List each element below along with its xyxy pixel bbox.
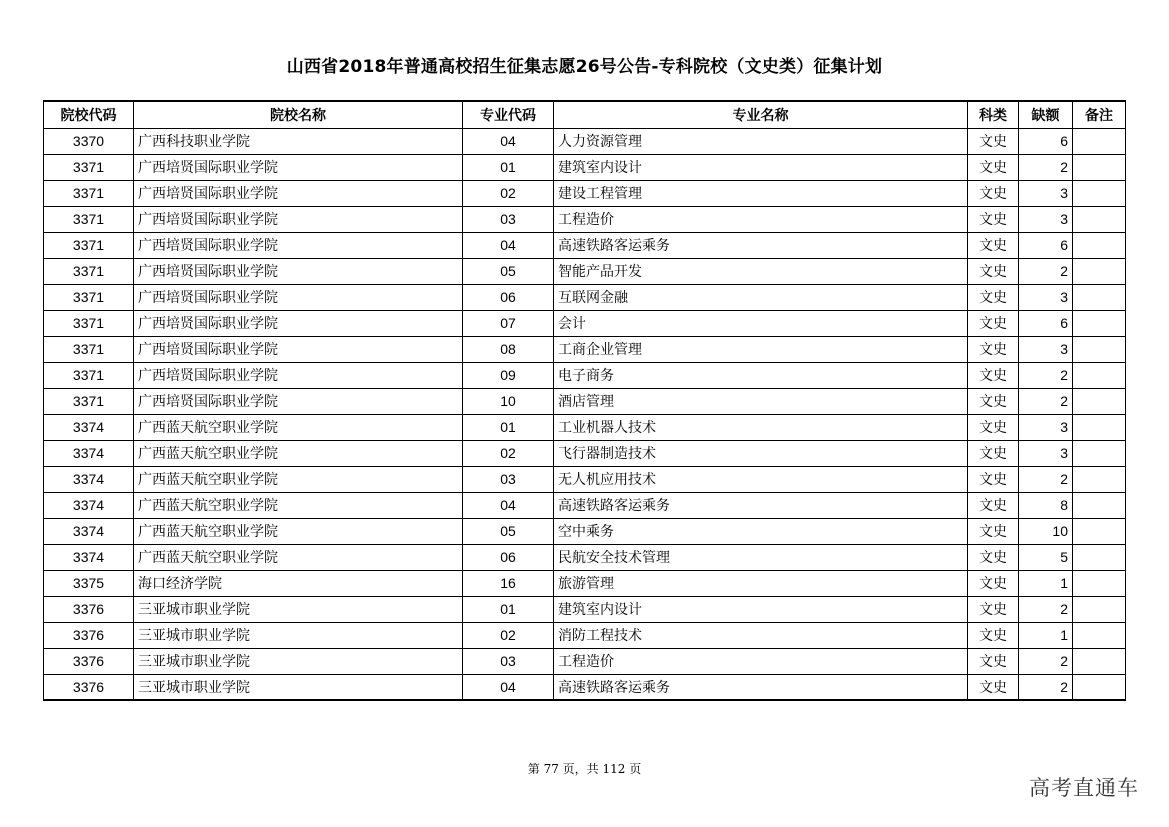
school-name-cell: 广西科技职业学院 <box>134 128 463 154</box>
school-name-cell: 广西培贤国际职业学院 <box>134 388 463 414</box>
enrollment-plan-table <box>43 100 1126 701</box>
table-row <box>44 674 1126 700</box>
table-row <box>44 570 1126 596</box>
school-name-cell: 广西培贤国际职业学院 <box>134 154 463 180</box>
category-cell: 文史 <box>968 128 1019 154</box>
major-name-cell: 智能产品开发 <box>554 258 968 284</box>
vacancy-cell: 2 <box>1019 154 1073 180</box>
school-code-cell: 3371 <box>44 206 134 232</box>
major-code-cell: 02 <box>463 622 554 648</box>
major-code-cell: 02 <box>463 180 554 206</box>
table-row <box>44 258 1126 284</box>
header-major-name: 专业名称 <box>554 101 968 128</box>
table-row <box>44 128 1126 154</box>
table-row <box>44 518 1126 544</box>
table-row <box>44 596 1126 622</box>
major-code-cell: 06 <box>463 544 554 570</box>
header-school-code: 院校代码 <box>44 101 134 128</box>
school-name-cell: 广西培贤国际职业学院 <box>134 258 463 284</box>
table-row <box>44 206 1126 232</box>
vacancy-cell: 3 <box>1019 284 1073 310</box>
school-code-cell: 3371 <box>44 362 134 388</box>
table-row <box>44 362 1126 388</box>
major-name-cell: 民航安全技术管理 <box>554 544 968 570</box>
school-code-cell: 3374 <box>44 544 134 570</box>
vacancy-cell: 3 <box>1019 414 1073 440</box>
vacancy-cell: 8 <box>1019 492 1073 518</box>
category-cell: 文史 <box>968 492 1019 518</box>
watermark-logo: 高考直通车 <box>1029 776 1139 800</box>
remarks-cell <box>1073 596 1126 622</box>
school-code-cell: 3374 <box>44 492 134 518</box>
category-cell: 文史 <box>968 154 1019 180</box>
school-name-cell: 广西培贤国际职业学院 <box>134 180 463 206</box>
category-cell: 文史 <box>968 310 1019 336</box>
category-cell: 文史 <box>968 440 1019 466</box>
remarks-cell <box>1073 388 1126 414</box>
major-name-cell: 会计 <box>554 310 968 336</box>
table-row <box>44 414 1126 440</box>
school-name-cell: 广西培贤国际职业学院 <box>134 206 463 232</box>
school-name-cell: 三亚城市职业学院 <box>134 648 463 674</box>
remarks-cell <box>1073 310 1126 336</box>
remarks-cell <box>1073 128 1126 154</box>
table-header-row <box>44 101 1126 128</box>
page-footer: 第 77 页，共 112 页 <box>527 762 642 776</box>
major-name-cell: 高速铁路客运乘务 <box>554 232 968 258</box>
school-code-cell: 3371 <box>44 180 134 206</box>
table-row <box>44 492 1126 518</box>
category-cell: 文史 <box>968 622 1019 648</box>
school-code-cell: 3371 <box>44 284 134 310</box>
vacancy-cell: 1 <box>1019 570 1073 596</box>
major-name-cell: 建筑室内设计 <box>554 596 968 622</box>
major-code-cell: 04 <box>463 492 554 518</box>
major-name-cell: 空中乘务 <box>554 518 968 544</box>
major-name-cell: 电子商务 <box>554 362 968 388</box>
category-cell: 文史 <box>968 284 1019 310</box>
school-name-cell: 三亚城市职业学院 <box>134 674 463 700</box>
vacancy-cell: 3 <box>1019 440 1073 466</box>
school-name-cell: 广西蓝天航空职业学院 <box>134 414 463 440</box>
remarks-cell <box>1073 232 1126 258</box>
remarks-cell <box>1073 440 1126 466</box>
major-code-cell: 08 <box>463 336 554 362</box>
remarks-cell <box>1073 544 1126 570</box>
category-cell: 文史 <box>968 336 1019 362</box>
vacancy-cell: 2 <box>1019 388 1073 414</box>
major-code-cell: 04 <box>463 232 554 258</box>
major-code-cell: 01 <box>463 154 554 180</box>
school-name-cell: 广西蓝天航空职业学院 <box>134 544 463 570</box>
table-row <box>44 336 1126 362</box>
school-code-cell: 3376 <box>44 622 134 648</box>
category-cell: 文史 <box>968 206 1019 232</box>
remarks-cell <box>1073 180 1126 206</box>
vacancy-cell: 1 <box>1019 622 1073 648</box>
remarks-cell <box>1073 154 1126 180</box>
header-vacancy: 缺额 <box>1019 101 1073 128</box>
school-name-cell: 广西培贤国际职业学院 <box>134 336 463 362</box>
major-code-cell: 04 <box>463 128 554 154</box>
school-code-cell: 3376 <box>44 648 134 674</box>
major-code-cell: 05 <box>463 518 554 544</box>
remarks-cell <box>1073 414 1126 440</box>
vacancy-cell: 2 <box>1019 362 1073 388</box>
remarks-cell <box>1073 466 1126 492</box>
school-name-cell: 三亚城市职业学院 <box>134 622 463 648</box>
school-code-cell: 3376 <box>44 674 134 700</box>
school-code-cell: 3370 <box>44 128 134 154</box>
category-cell: 文史 <box>968 648 1019 674</box>
school-code-cell: 3375 <box>44 570 134 596</box>
remarks-cell <box>1073 570 1126 596</box>
school-name-cell: 广西培贤国际职业学院 <box>134 310 463 336</box>
major-name-cell: 工商企业管理 <box>554 336 968 362</box>
table-row <box>44 544 1126 570</box>
major-code-cell: 06 <box>463 284 554 310</box>
school-code-cell: 3371 <box>44 232 134 258</box>
major-name-cell: 旅游管理 <box>554 570 968 596</box>
category-cell: 文史 <box>968 232 1019 258</box>
school-name-cell: 广西培贤国际职业学院 <box>134 362 463 388</box>
remarks-cell <box>1073 362 1126 388</box>
table-row <box>44 440 1126 466</box>
school-code-cell: 3374 <box>44 414 134 440</box>
category-cell: 文史 <box>968 466 1019 492</box>
major-name-cell: 高速铁路客运乘务 <box>554 674 968 700</box>
school-code-cell: 3371 <box>44 258 134 284</box>
vacancy-cell: 3 <box>1019 180 1073 206</box>
major-code-cell: 04 <box>463 674 554 700</box>
table-row <box>44 310 1126 336</box>
major-code-cell: 02 <box>463 440 554 466</box>
vacancy-cell: 2 <box>1019 466 1073 492</box>
table-row <box>44 180 1126 206</box>
major-code-cell: 10 <box>463 388 554 414</box>
remarks-cell <box>1073 284 1126 310</box>
category-cell: 文史 <box>968 388 1019 414</box>
major-name-cell: 消防工程技术 <box>554 622 968 648</box>
category-cell: 文史 <box>968 414 1019 440</box>
school-name-cell: 广西蓝天航空职业学院 <box>134 466 463 492</box>
vacancy-cell: 3 <box>1019 206 1073 232</box>
vacancy-cell: 2 <box>1019 596 1073 622</box>
remarks-cell <box>1073 648 1126 674</box>
school-name-cell: 海口经济学院 <box>134 570 463 596</box>
header-major-code: 专业代码 <box>463 101 554 128</box>
school-name-cell: 广西蓝天航空职业学院 <box>134 518 463 544</box>
vacancy-cell: 2 <box>1019 648 1073 674</box>
major-code-cell: 03 <box>463 466 554 492</box>
major-name-cell: 无人机应用技术 <box>554 466 968 492</box>
major-name-cell: 工业机器人技术 <box>554 414 968 440</box>
remarks-cell <box>1073 492 1126 518</box>
school-name-cell: 三亚城市职业学院 <box>134 596 463 622</box>
major-code-cell: 16 <box>463 570 554 596</box>
school-code-cell: 3374 <box>44 440 134 466</box>
major-name-cell: 酒店管理 <box>554 388 968 414</box>
vacancy-cell: 6 <box>1019 128 1073 154</box>
category-cell: 文史 <box>968 362 1019 388</box>
category-cell: 文史 <box>968 544 1019 570</box>
major-name-cell: 高速铁路客运乘务 <box>554 492 968 518</box>
school-code-cell: 3374 <box>44 466 134 492</box>
category-cell: 文史 <box>968 180 1019 206</box>
remarks-cell <box>1073 518 1126 544</box>
remarks-cell <box>1073 206 1126 232</box>
school-code-cell: 3371 <box>44 336 134 362</box>
vacancy-cell: 6 <box>1019 232 1073 258</box>
school-code-cell: 3371 <box>44 310 134 336</box>
remarks-cell <box>1073 674 1126 700</box>
vacancy-cell: 6 <box>1019 310 1073 336</box>
major-code-cell: 05 <box>463 258 554 284</box>
vacancy-cell: 5 <box>1019 544 1073 570</box>
major-name-cell: 建设工程管理 <box>554 180 968 206</box>
table-row <box>44 466 1126 492</box>
table-row <box>44 388 1126 414</box>
school-code-cell: 3371 <box>44 388 134 414</box>
major-code-cell: 03 <box>463 648 554 674</box>
major-name-cell: 工程造价 <box>554 648 968 674</box>
category-cell: 文史 <box>968 258 1019 284</box>
table-row <box>44 154 1126 180</box>
remarks-cell <box>1073 336 1126 362</box>
vacancy-cell: 2 <box>1019 258 1073 284</box>
school-code-cell: 3376 <box>44 596 134 622</box>
major-code-cell: 03 <box>463 206 554 232</box>
table-row <box>44 284 1126 310</box>
major-name-cell: 飞行器制造技术 <box>554 440 968 466</box>
vacancy-cell: 2 <box>1019 674 1073 700</box>
school-name-cell: 广西蓝天航空职业学院 <box>134 492 463 518</box>
remarks-cell <box>1073 622 1126 648</box>
category-cell: 文史 <box>968 674 1019 700</box>
table-row <box>44 232 1126 258</box>
table-row <box>44 648 1126 674</box>
header-school-name: 院校名称 <box>134 101 463 128</box>
header-category: 科类 <box>968 101 1019 128</box>
major-name-cell: 建筑室内设计 <box>554 154 968 180</box>
major-code-cell: 01 <box>463 414 554 440</box>
major-code-cell: 07 <box>463 310 554 336</box>
document-title: 山西省2018年普通高校招生征集志愿26号公告-专科院校（文史类）征集计划 <box>286 57 883 77</box>
category-cell: 文史 <box>968 570 1019 596</box>
school-code-cell: 3374 <box>44 518 134 544</box>
school-name-cell: 广西培贤国际职业学院 <box>134 284 463 310</box>
header-remarks: 备注 <box>1073 101 1126 128</box>
major-code-cell: 09 <box>463 362 554 388</box>
vacancy-cell: 3 <box>1019 336 1073 362</box>
remarks-cell <box>1073 258 1126 284</box>
school-name-cell: 广西培贤国际职业学院 <box>134 232 463 258</box>
category-cell: 文史 <box>968 596 1019 622</box>
major-name-cell: 工程造价 <box>554 206 968 232</box>
major-code-cell: 01 <box>463 596 554 622</box>
table-row <box>44 622 1126 648</box>
vacancy-cell: 10 <box>1019 518 1073 544</box>
major-name-cell: 人力资源管理 <box>554 128 968 154</box>
category-cell: 文史 <box>968 518 1019 544</box>
school-code-cell: 3371 <box>44 154 134 180</box>
school-name-cell: 广西蓝天航空职业学院 <box>134 440 463 466</box>
major-name-cell: 互联网金融 <box>554 284 968 310</box>
